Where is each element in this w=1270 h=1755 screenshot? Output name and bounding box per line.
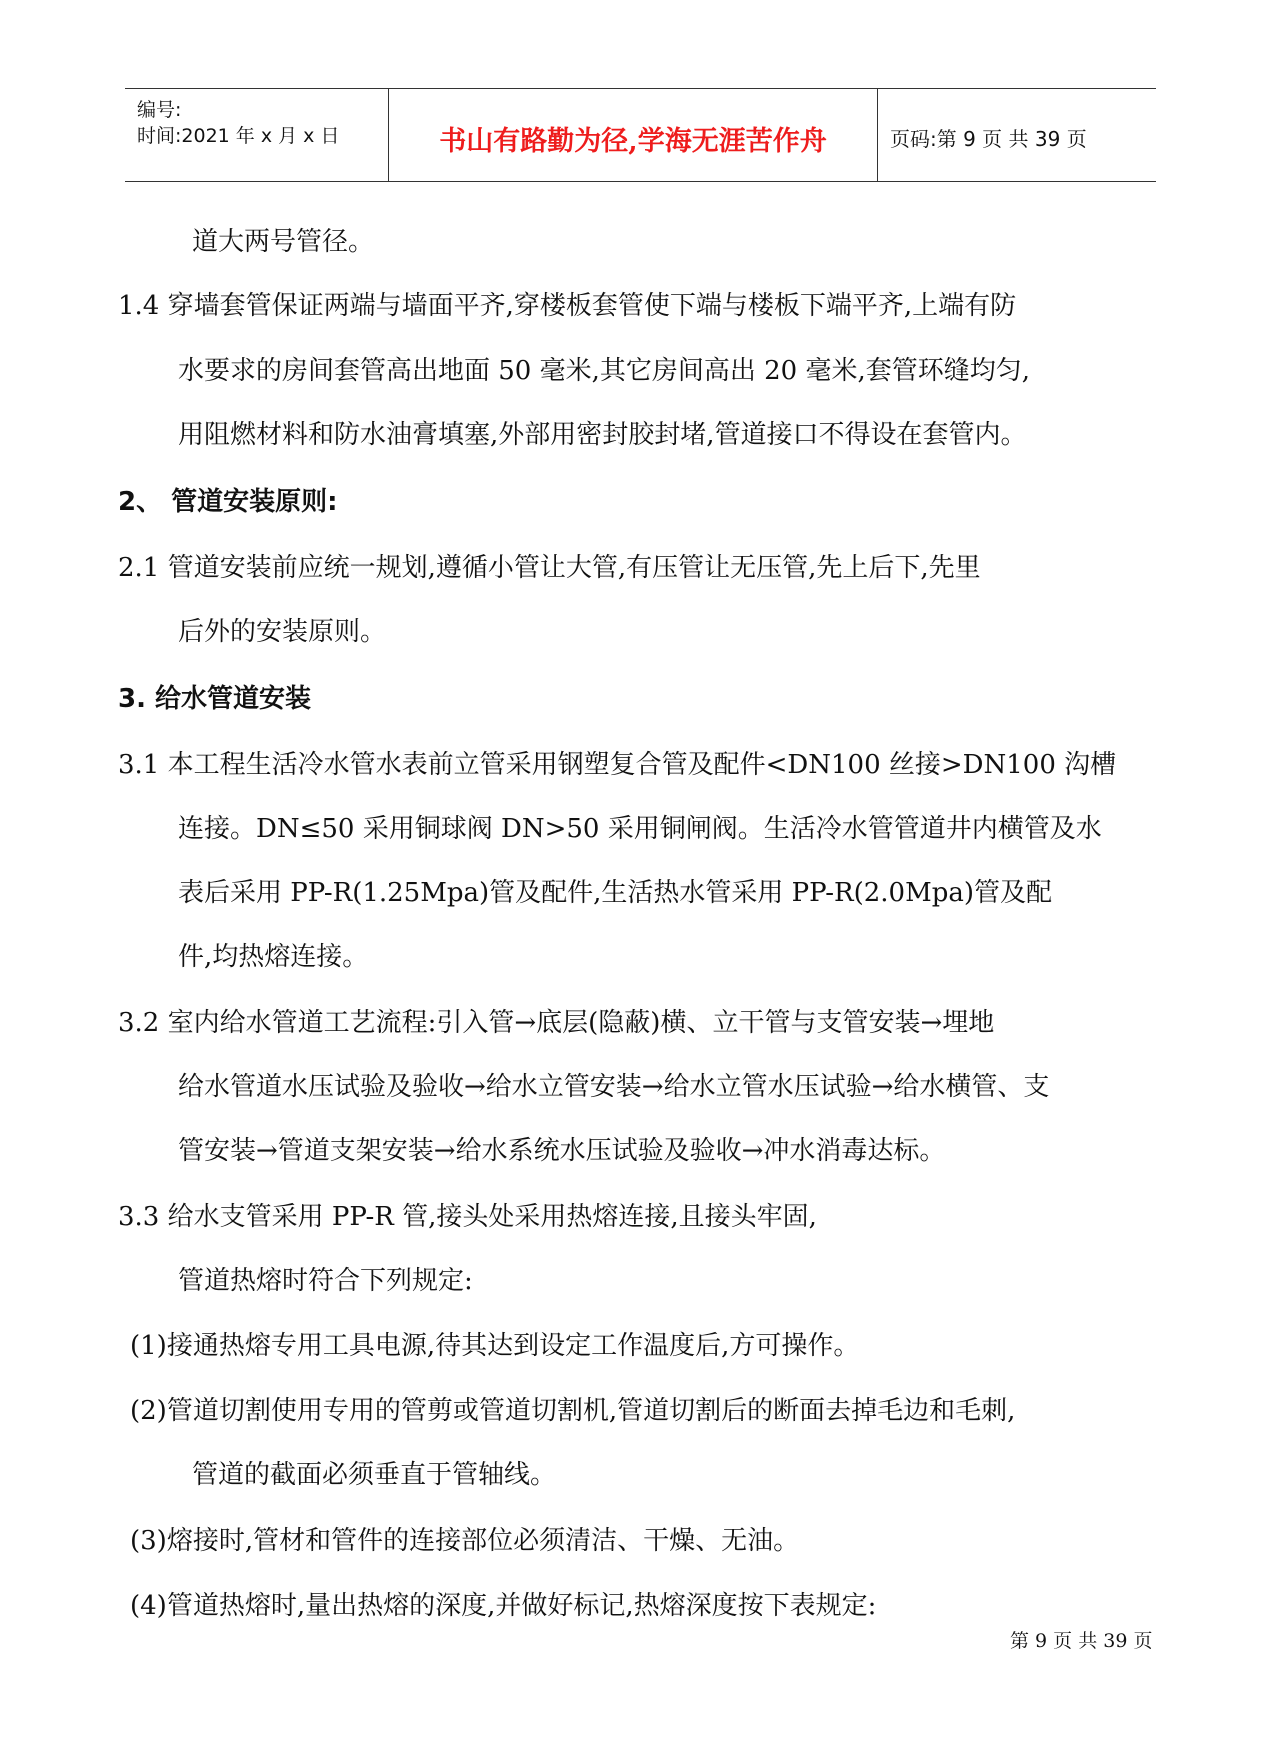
list-item: (1)接通热熔专用工具电源,待其达到设定工作温度后,方可操作。 [130, 1331, 860, 1361]
section-heading: 3. 给水管道安装 [118, 684, 312, 714]
body-line: 管道的截面必须垂直于管轴线。 [192, 1460, 557, 1490]
body-line: 件,均热熔连接。 [178, 942, 369, 972]
body-line: 道大两号管径。 [192, 227, 375, 257]
document-header [125, 88, 1156, 182]
list-item: (4)管道热熔时,量出热熔的深度,并做好标记,热熔深度按下表规定: [130, 1591, 877, 1621]
body-line: 后外的安装原则。 [178, 617, 387, 647]
list-item: (3)熔接时,管材和管件的连接部位必须清洁、干燥、无油。 [130, 1526, 800, 1556]
body-line: 水要求的房间套管高出地面 50 毫米,其它房间高出 20 毫米,套管环缝均匀, [178, 356, 1031, 386]
list-item: (2)管道切割使用专用的管剪或管道切割机,管道切割后的断面去掉毛边和毛刺, [130, 1396, 1016, 1426]
body-line: 连接。DN≤50 采用铜球阀 DN>50 采用铜闸阀。生活冷水管管道井内横管及水 [178, 814, 1102, 844]
body-line: 1.4 穿墙套管保证两端与墙面平齐,穿楼板套管使下端与楼板下端平齐,上端有防 [118, 291, 1017, 321]
body-line: 3.3 给水支管采用 PP-R 管,接头处采用热熔连接,且接头牢固, [118, 1202, 817, 1232]
body-line: 3.2 室内给水管道工艺流程:引入管→底层(隐蔽)横、立干管与支管安装→埋地 [118, 1008, 995, 1038]
body-line: 3.1 本工程生活冷水管水表前立管采用钢塑复合管及配件<DN100 丝接>DN100 沟槽 [118, 750, 1117, 780]
number-label: 编号: [137, 99, 182, 121]
body-line: 2.1 管道安装前应统一规划,遵循小管让大管,有压管让无压管,先上后下,先里 [118, 553, 981, 583]
body-line: 表后采用 PP-R(1.25Mpa)管及配件,生活热水管采用 PP-R(2.0Mpa)管及配 [178, 878, 1052, 908]
header-page-cell [878, 89, 1156, 181]
body-line: 管安装→管道支架安装→给水系统水压试验及验收→冲水消毒达标。 [178, 1136, 946, 1166]
header-motto-cell [388, 89, 878, 181]
body-line: 用阻燃材料和防水油膏填塞,外部用密封胶封堵,管道接口不得设在套管内。 [178, 420, 1027, 450]
section-heading: 2、 管道安装原则: [118, 487, 338, 517]
body-line: 给水管道水压试验及验收→给水立管安装→给水立管水压试验→给水横管、支 [178, 1072, 1050, 1102]
page-code: 页码:第 9 页 共 39 页 [890, 127, 1087, 151]
page-footer: 第 9 页 共 39 页 [1010, 1630, 1153, 1652]
body-line: 管道热熔时符合下列规定: [178, 1266, 473, 1296]
motto: 书山有路勤为径,学海无涯苦作舟 [439, 126, 827, 157]
header-info-cell [125, 89, 388, 181]
time-label: 时间:2021 年 x 月 x 日 [137, 125, 340, 147]
